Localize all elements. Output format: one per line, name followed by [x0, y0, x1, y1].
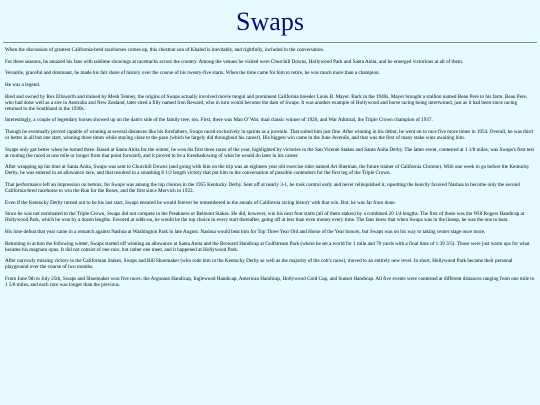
paragraph: Returning to action the following winter, Swaps started off winning an allowance at Santa Anita and the Broward Handicap at Gulfstream Park (where he set a world for 1 mile and 70 yards with a final time of 1:39 3/5). Those were just warm ups for what became his magnum opus. It did not consist of one race, but rather one meet, and it happened at Hollywood Park.	[5, 240, 530, 253]
paragraph: For three seasons, he amazed his fans with sublime showings at racetracks across the country. Among the venues he visited were Churchill Downs, Hollywood Park and Santa Anita, and he emerged victorious at all of them.	[5, 58, 464, 65]
paragraph: Bred and owned by Rex Ellsworth and trained by Mesh Tenney, the origins of Swaps actually involved movie mogul and prominent California breeder Louis B. Mayer. Back in the 1940s, Mayer brought a stallion named Beau Pere to his farm. Beau Pere, who had done well as a sire in Australia and New Zealand, later sired a filly named Iron Reward, who in turn would become the dam of Swaps. It was another example of Hollywood and horse racing being intertwined, just as it had been since racing returned to the Southland in the 1930s.	[5, 93, 528, 112]
paragraph: Since he was not nominated to the Triple Crown, Swaps did not compete in the Preakness or Belmont Stakes. He did, however, win his next four starts (all of them stakes) by a combined 20 1/4 lengths. The first of those was the Will Rogers Handicap at Hollywood Park, which he won by a dozen lengths. Favored at odds-on, he would be the top choice in every start thereafter, going off at less than even money every time. The fans knew that when Swaps was in the lineup, he was the one to beat.	[5, 211, 525, 224]
paragraph: Though he eventually proved capable of winning at several distances like his forefathers, Swaps raced exclusively in sprints as a juvenile. That suited him just fine. After winning in his debut, he went on to race five more times in 1954. Overall, he was third or better in all but one start, winning three times while staying close to the pace (which he largely did throughout his career). His biggest win came in the June Juvenile, and that was the first of many stake wins awaiting him.	[5, 128, 533, 141]
paragraph: His lone defeat that year came in a rematch against Nashua at Washington Park in late August. Nashua would beat him for Top Three Year Old and Horse of the Year honors, but Swaps was on his way to taking center stage once more.	[5, 229, 486, 236]
paragraph: That performance left an impression on bettors, for Swaps was among the top choices in the 1955 Kentucky Derby. Sent off at nearly 3-1, he took control early and never relinquished it, upsetting the heavily favored Nashua to become only the second California-bred racehorse to win the Run for the Roses, and the first since Morvich in 1922.	[5, 182, 520, 195]
paragraph: When the discussion of greatest California-bred racehorses comes up, this chestnut son of Khaled is inevitably, and rightfully, included in the conversation.	[5, 47, 325, 53]
paragraph: From June 9th to July 25th, Swaps and Shoemaker won five races: the Argonaut Handicap, Inglewood Handicap, American Handicap, Hollywood Gold Cup, and Sunset Handicap. All five events were contested at different distances ranging from one mile to 1 5/8 miles, and each race was longer than the previous.	[5, 276, 535, 289]
paragraph: After narrowly missing victory in the Californian Stakes, Swaps and Bill Shoemaker (who rode him in the Kentucky Derby as well as the majority of the colt's races), moved to an entirely new level. In short, Hollywood Park became their personal playground over the course of two months.	[5, 258, 513, 271]
page-title: Swaps	[236, 7, 304, 36]
article-body	[0, 44, 540, 288]
paragraph: Interestingly, a couple of legendary horses showed up on the dam's side of the family tree, too. First, there was Man O' War, dual classic winner of 1920, and War Admiral, the Triple Crown champion of 1937.	[5, 117, 433, 124]
paragraph: Versatile, graceful and dominant, he made his fair share of history over the course of his twenty-five starts. When the time came for him to retire, he was much more than a champion.	[5, 70, 380, 77]
paragraph: Even if the Kentucky Derby turned out to be his last start, Swaps ensured he would forever be remembered in the annals of California racing history with that win. But, he was far from done.	[5, 199, 396, 206]
paragraph: He was a legend.	[5, 81, 41, 88]
paragraph: After wrapping up his time at Santa Anita, Swaps was sent to Churchill Downs (and going with him on the trip was an eighteen year old exercise rider named Art Sherman, the future trainer of California Chrome). With one week to go before the Kentucky Derby, he was entered in an allowance race, and that resulted in a smashing 8 1/2 length victory that put him in the conversation of possible contenders for the first leg of the Triple Crown.	[5, 164, 530, 177]
paragraph: Swaps only got better when he turned three. Based at Santa Anita for the winter, he won his first three races of the year, highlighted by victories in the San Vicente Stakes and Santa Anita Derby. The latter event, contested at 1 1/8 miles, was Swaps's first test at routing (he raced at one mile or longer from that point forward), and it proved to be a foreshadowing of what he would do later in his career.	[5, 146, 534, 159]
